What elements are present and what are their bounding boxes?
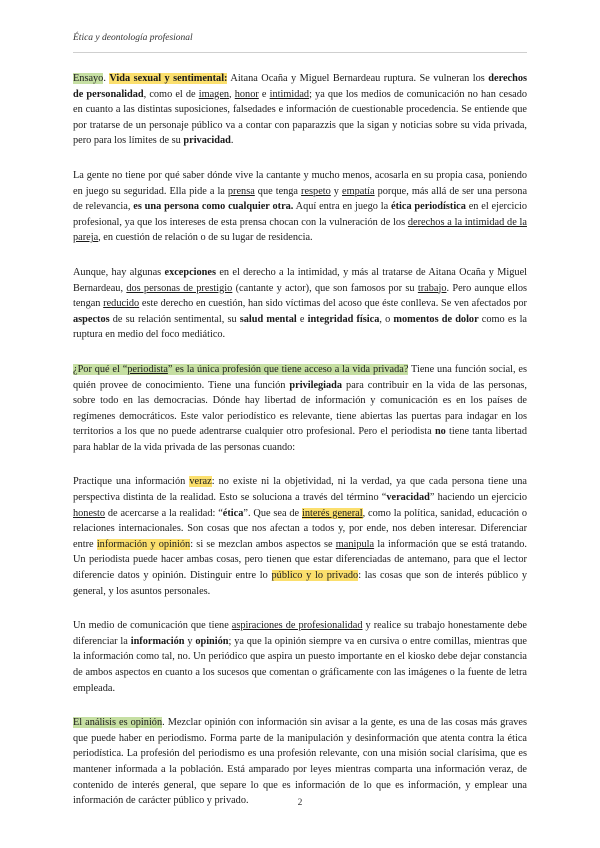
underlined-text: dos personas de prestigio — [126, 282, 233, 294]
highlighted-text: ¿Por qué el “ — [73, 363, 128, 375]
highlighted-text: ” es la única profesión que tiene acceso a la vida privada? — [167, 363, 409, 375]
text-run: (cantante y actor), que son famosos por su — [232, 282, 418, 294]
text-run: . Mezclar opinión con información sin avisar a la gente, es una de las cosas más graves que puede haber en periodismo. Forma parte de la manipulación y desinformación que atenta contra la ética periodística. La profesión del periodismo es una profesión relevante, con una misión social clarísima, que es mantener informada a la población. Está amparado por leyes mientras comparta una información veraz, de contenido de interés general, que separe lo que es información de lo que es información, y emplear una información de carácter público y privado. — [73, 717, 527, 807]
bold-text: no — [434, 426, 446, 438]
paragraph-p4 — [73, 362, 527, 456]
bold-text: aspectos — [73, 313, 110, 325]
bold-text: ética periodística — [391, 201, 466, 213]
text-run: Practique una información — [73, 476, 190, 488]
bold-text: integridad física — [307, 313, 380, 325]
text-run: : si se mezclan ambos aspectos se — [190, 538, 336, 550]
bold-text: ética — [222, 507, 244, 519]
text-run: : no existe ni la objetividad, ni la verdad, ya que cada persona tiene una perspectiva distinta de la realidad. Esto se soluciona a través del término “ — [73, 476, 527, 504]
text-run: y — [184, 635, 196, 647]
underlined-text: trabajo — [417, 282, 447, 294]
underlined-text: honor — [234, 88, 259, 100]
page-header-title: Ética y deontología profesional — [73, 33, 193, 43]
bold-text: privilegiada — [289, 379, 343, 391]
text-run: Aquí entra en juego la — [293, 201, 392, 213]
bold-text: excepciones — [164, 266, 216, 278]
text-run: Aitana Ocaña y Miguel Bernardeau ruptura. Se vulneran los — [227, 73, 489, 84]
highlighted-text: público y lo privado — [271, 570, 359, 582]
text-run: : las cosas que son de interés público y general, y los asuntos personales. — [73, 570, 527, 597]
paragraph-p3 — [73, 265, 527, 343]
text-run: ” haciendo un ejercicio — [429, 492, 528, 504]
paragraph-p2 — [73, 168, 527, 246]
bold-text: momentos de dolor — [393, 313, 479, 325]
text-run: . Pero aunque ellos tengan — [73, 282, 528, 310]
text-run: que tenga — [254, 185, 302, 197]
text-run: en el derecho a la intimidad, y más al tratarse de Aitana Ocaña y Miguel Bernardeau, — [73, 266, 528, 294]
paragraph-p7 — [73, 715, 527, 809]
text-run: , — [229, 88, 235, 100]
underlined-text: honesto — [73, 507, 106, 519]
header-divider — [73, 52, 527, 53]
paragraph-p5 — [73, 474, 527, 599]
bold-text: salud mental — [239, 313, 297, 325]
document-body — [73, 71, 527, 828]
text-run: como es la ruptura en medio del foco mediático. — [73, 313, 527, 341]
text-run: , en cuestión de relación o de su lugar de residencia. — [98, 232, 313, 244]
underlined-text: manipula — [335, 538, 375, 550]
text-run: porque, más allá de ser una persona de relevancia, — [73, 185, 528, 213]
text-run: ”. Que sea de — [243, 507, 302, 519]
text-run: y realice su trabajo honestamente debe diferenciar la — [73, 620, 527, 647]
page-number: 2 — [297, 798, 303, 808]
highlighted-text: periodista — [127, 363, 168, 375]
text-run: Un medio de comunicación que tiene — [73, 620, 232, 632]
underlined-text: intimidad — [269, 88, 310, 100]
bold-text: es una persona como cualquier otra. — [133, 201, 294, 213]
text-run: La gente no tiene por qué saber dónde vive la cantante y mucho menos, acosarla en su propia casa, poniendo en juego su seguridad. Ella pide a la — [73, 169, 527, 197]
bold-text: opinión — [195, 635, 229, 647]
bold-text: información — [130, 635, 185, 647]
underlined-text: prensa — [227, 185, 255, 197]
text-run: , o — [379, 313, 394, 325]
text-run: Tiene una función social, es quién provee de conocimiento. Tiene una función — [73, 363, 527, 391]
text-run: ; ya que los medios de comunicación no han cesado en cuanto a las distintas suposiciones, falsedades e información de cuestionable procedencia. Se entiende que por tratarse de un personaje público va a contar con paparazzis que la sigan y noticias sobre su vida privada, pero para los límites de su — [73, 88, 528, 147]
bold-text: derechos de personalidad — [73, 73, 527, 100]
text-run: tiene tanta libertad para hablar de la vida privada de las personas cuando: — [73, 426, 527, 453]
text-run: en el ejercicio profesional, ya que los intereses de esta prensa chocan con la vulneración de los — [73, 201, 527, 228]
highlighted-text: veraz — [189, 476, 212, 488]
text-run: la información que se está tratando. Un periodista puede hacer ambas cosas, pero tienen que estar diferenciadas de antemano, para que el lector diferencie datos y opinión. Distinguir entre lo — [73, 538, 527, 582]
paragraph-p1 — [73, 71, 527, 149]
bold-text: privacidad — [183, 135, 231, 147]
highlighted-text: Vida sexual y sentimental: — [109, 73, 228, 84]
text-run: e — [258, 88, 270, 100]
text-run: este derecho en cuestión, han sido víctimas del acoso que éste conlleva. Se ven afectados por — [139, 298, 527, 310]
highlighted-text: El análisis es opinión — [73, 717, 163, 729]
underlined-text: reducido — [103, 298, 140, 310]
text-run: e — [296, 313, 308, 325]
underlined-text: empatía — [342, 185, 375, 197]
text-run: ; ya que la opinión siempre va en cursiva o entre comillas, mientras que la información como tal, no. Un periódico que aspira un puesto importante en el kiosko debe dejar constancia de ambos aspectos en cuanto a los sucesos que comentan o gráficamente con las imágenes o la fuente de letra empleada. — [73, 635, 528, 694]
text-run: de su relación sentimental, su — [109, 313, 240, 325]
underlined-text: imagen — [198, 88, 230, 100]
text-run: . — [103, 73, 110, 84]
text-run: , como la política, sanidad, educación o relaciones internacionales. Son cosas que nos afectan a todos y, por ende, nos deben interesar. Diferenciar entre — [73, 507, 528, 550]
text-run: para contribuir en la vida de las personas, sobre todo en las democracias. Dónde hay libertad de información y comunicación es en los países de regímenes democráticos. Este valor periodístico es relevante, tiene abiertas las puertas para indagar en los territorios a los que no puede adentrarse cualquier otro profesional. Pero el periodista — [73, 379, 527, 438]
text-run: Aunque, hay algunas — [73, 266, 165, 278]
underlined-text: derechos a la intimidad de la pareja — [73, 216, 527, 244]
bold-text: veracidad — [386, 492, 430, 504]
text-run: y — [330, 185, 342, 197]
highlighted-text: información y opinión — [96, 538, 191, 550]
text-run: . — [230, 135, 234, 147]
highlighted-text: Ensayo — [73, 73, 104, 84]
underlined-text: aspiraciones de profesionalidad — [231, 620, 363, 632]
highlighted-text: interés general — [302, 507, 363, 519]
text-run: de acercarse a la realidad: “ — [105, 507, 223, 519]
text-run: , como el de — [143, 88, 199, 100]
underlined-text: respeto — [301, 185, 331, 197]
paragraph-p6 — [73, 618, 527, 696]
